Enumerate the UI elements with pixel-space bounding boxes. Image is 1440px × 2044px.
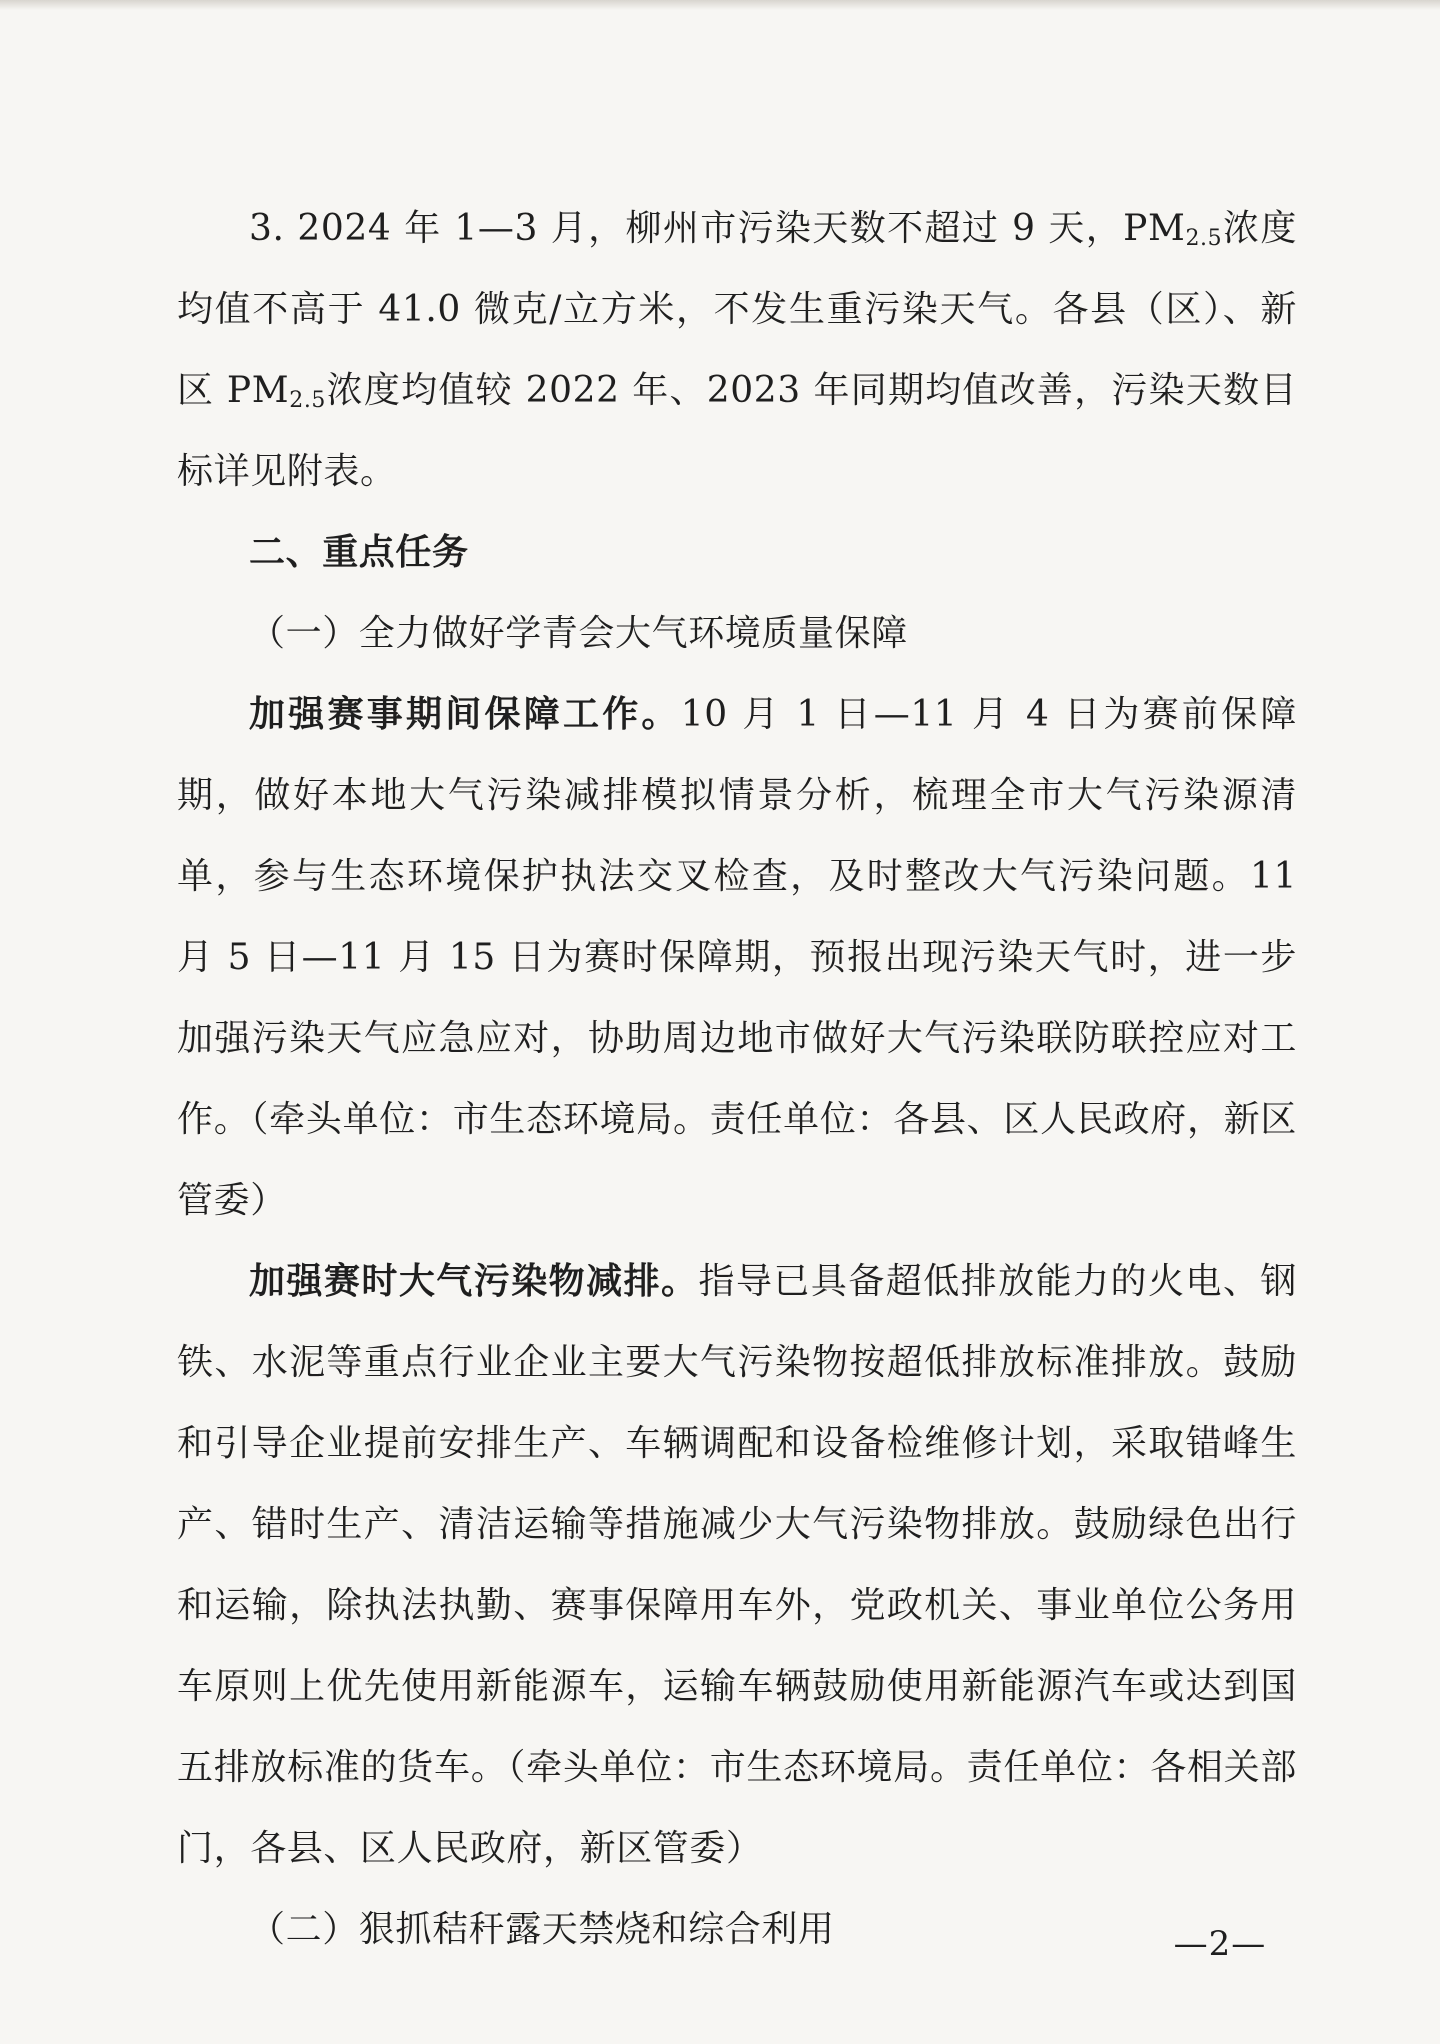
- document-body: [177, 188, 1297, 1970]
- paragraph-lead-1: 加强赛事期间保障工作。: [249, 694, 681, 735]
- scan-edge-shadow: [0, 0, 1440, 10]
- paragraph-target-3: [177, 188, 1297, 512]
- paragraph-body-2: 指导已具备超低排放能力的火电、钢铁、水泥等重点行业企业主要大气污染物按超低排放标准排放。鼓励和引导企业提前安排生产、车辆调配和设备检维修计划，采取错峰生产、错时生产、清洁运输等措施减少大气污染物排放。鼓励绿色出行和运输，除执法执勤、赛事保障用车外，党政机关、事业单位公务用车原则上优先使用新能源车，运输车辆鼓励使用新能源汽车或达到国五排放标准的货车。（牵头单位：市生态环境局。责任单位：各相关部门，各县、区人民政府，新区管委）: [177, 1261, 1297, 1869]
- paragraph-emission-reduction: [177, 1241, 1297, 1889]
- paragraph-3-middle: 浓度均值不高于 41.0 微克/立方米，不发生重污染天气。各县（区）、新区 PM: [177, 208, 1297, 411]
- paragraph-lead-2: 加强赛时大气污染物减排。: [249, 1261, 699, 1302]
- paragraph-3-prefix: 3. 2024 年 1—3 月，柳州市污染天数不超过 9 天，PM: [249, 208, 1186, 249]
- paragraph-3-suffix: 浓度均值较 2022 年、2023 年同期均值改善，污染天数目标详见附表。: [177, 370, 1297, 492]
- paragraph-event-guarantee: [177, 674, 1297, 1241]
- page-number: —2—: [1173, 1924, 1267, 1964]
- subsection-heading-1: （一）全力做好学青会大气环境质量保障: [249, 613, 908, 654]
- section-heading: 二、重点任务: [249, 532, 469, 573]
- pm-subscript-2: 2.5: [289, 388, 327, 413]
- subsection-heading-2: （二）狠抓秸秆露天禁烧和综合利用: [249, 1909, 835, 1950]
- paragraph-body-1: 10 月 1 日—11 月 4 日为赛前保障期，做好本地大气污染减排模拟情景分析，梳理全市大气污染源清单，参与生态环境保护执法交叉检查，及时整改大气污染问题。11 月 5 日—11 月 15 日为赛时保障期，预报出现污染天气时，进一步加强污染天气应急应对，协助周边地市做好大气污染联防联控应对工作。（牵头单位：市生态环境局。责任单位：各县、区人民政府，新区管委）: [177, 694, 1297, 1221]
- pm-subscript-1: 2.5: [1185, 226, 1223, 251]
